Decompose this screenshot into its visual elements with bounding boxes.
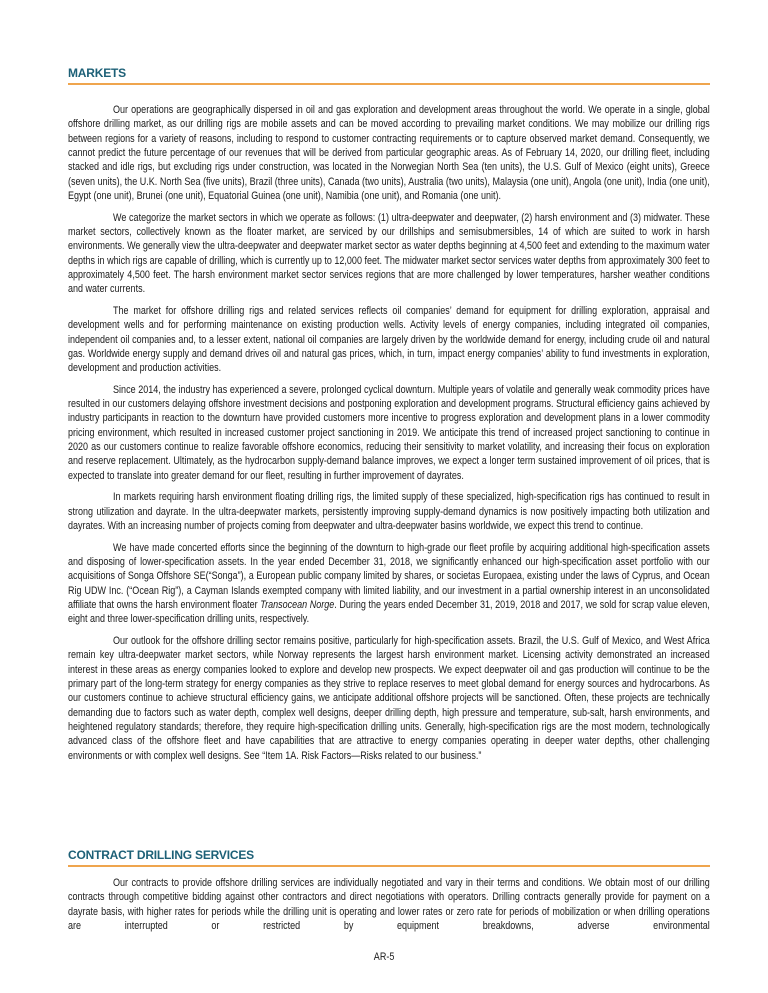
section-contract-drilling-services — [68, 848, 710, 941]
paragraph: The market for offshore drilling rigs and related services reflects oil companies’ demand for equipment for drilling exploration, appraisal and development wells and for performing maintenance on existing production wells. Activity levels of energy companies, including integrated oil companies, independent oil companies and, to a lesser extent, national oil companies are largely driven by the worldwide demand for energy, including crude oil and natural gas. Worldwide energy supply and demand drives oil and natural gas prices, which, in turn, impact energy companies’ ability to fund investments in exploration, development and production activities. — [68, 304, 710, 375]
paragraph — [68, 541, 710, 627]
rig-name-italic: Transocean Norge — [260, 598, 335, 611]
paragraph: Since 2014, the industry has experienced a severe, prolonged cyclical downturn. Multiple years of volatile and generally weak commodity prices have resulted in our customers delaying offshore investment decisions and postponing exploration and development programs. Structural efficiency gains achieved by industry participants in reaction to the downturn have provided customers more incentive to progress exploration and development plans in a lower commodity pricing environment, which resulted in increased customer project sanctioning in 2019. We anticipate this trend of increased project sanctioning to continue in 2020 as our customers continue to realize favorable offshore economics, reducing their sensitivity to market volatility, and increasing their focus on exploration and reserve replacement. Ultimately, as the hydrocarbon supply-demand balance improves, we expect a longer term sustained improvement of oil prices, that is expected to translate into greater demand for our fleet, resulting in further improvement of dayrates. — [68, 383, 710, 482]
paragraph: Our operations are geographically dispersed in oil and gas exploration and development areas throughout the world. We operate in a single, global offshore drilling market, as our drilling rigs are mobile assets and can be moved according to prevailing market conditions. We may mobilize our drilling rigs between regions for a variety of reasons, including to respond to customer contracting requirements or to capture observed market demand. Consequently, we cannot predict the future percentage of our revenues that will be derived from particular geographic areas. As of February 14, 2020, our drilling fleet, including stacked and idle rigs, but excluding rigs under construction, was located in the Norwegian North Sea (ten units), the U.S. Gulf of Mexico (eight units), Greece (seven units), the U.K. North Sea (five units), Brazil (three units), Canada (two units), Australia (two units), Malaysia (one unit), Angola (one unit), India (one unit), Egypt (one unit), Brunei (one unit), Equatorial Guinea (one unit), Namibia (one unit), and Romania (one unit). — [68, 104, 710, 203]
page-number — [0, 951, 768, 963]
paragraph-text: We have made concerted efforts since the beginning of the downturn to high-grade our fleet profile by acquiring additional high-specification assets and disposing of lower-specification assets. In the year ended December 31, 2018, we significantly enhanced our high-specification asset portfolio with our acquisitions of Songa Offshore SE(“Songa”), a European public company limited by shares, or societas Europaea, existing under the laws of Cyprus, and Ocean Rig UDW Inc. (“Ocean Rig”), a Cayman Islands exempted company with limited liability, and our investment in a partial ownership interest in an unconsolidated affiliate that owns the harsh environment floater — [68, 541, 710, 611]
section-heading-markets: MARKETS — [68, 66, 710, 85]
section-heading-contract-drilling: CONTRACT DRILLING SERVICES — [68, 848, 710, 867]
paragraph: In markets requiring harsh environment floating drilling rigs, the limited supply of these specialized, high-specification rigs has continued to result in strong utilization and dayrate. In the ultra-deepwater markets, persistently improving supply-demand dynamics is now positively impacting both utilization and dayrates. With an increasing number of projects coming from deepwater and ultra-deepwater basins worldwide, we expect this trend to continue. — [68, 491, 710, 533]
section-markets — [68, 66, 710, 770]
paragraph: Our contracts to provide offshore drilling services are individually negotiated and vary in their terms and conditions. We obtain most of our drilling contracts through competitive bidding against other contractors and direct negotiations with operators. Drilling contracts generally provide for payment on a dayrate basis, with higher rates for periods while the drilling unit is operating and lower rates or zero rate for periods of mobilization or when drilling operations are interrupted or restricted by equipment breakdowns, adverse environmental — [68, 877, 710, 933]
page-number-text: AR-5 — [373, 951, 395, 963]
paragraph: Our outlook for the offshore drilling sector remains positive, particularly for high-specification assets. Brazil, the U.S. Gulf of Mexico, and West Africa remain key ultra-deepwater market sectors, while Norway represents the largest harsh environment market. Licensing activity demonstrated an increased interest in these areas as energy companies looked to explore and develop new prospects. We expect deepwater oil and gas production will continue to be the primary part of the long-term strategy for energy companies as they strive to replace reserves to meet global demand for energy sources and hydrocarbons. As our customers continue to achieve structural efficiency gains, we anticipate additional offshore projects will be sanctioned. Often, these projects are technically demanding due to factors such as water depth, complex well designs, deeper drilling depth, high pressure and temperature, sub-salt, harsh environments, and heightened regulatory standards; therefore, they require high-specification drilling units. Generally, high-specification rigs are the most modern, technologically advanced class of the offshore fleet and have capabilities that are attractive to energy companies operating in deeper water depths, other challenging environments or with complex well designs. See “Item 1A. Risk Factors—Risks related to our business.” — [68, 634, 710, 762]
paragraph: We categorize the market sectors in which we operate as follows: (1) ultra-deepwater and deepwater, (2) harsh environment and (3) midwater. These market sectors, collectively known as the floater market, are serviced by our drillships and semisubmersibles, 14 of which are suited to work in harsh environments. We generally view the ultra-deepwater and deepwater market sector as water depths beginning at 4,500 feet and extending to the maximum water depths in which rigs are capable of drilling, which is currently up to 12,000 feet. The midwater market sector services water depths from approximately 300 feet to approximately 4,500 feet. The harsh environment market sector services regions that are more challenged by lower temperatures, harsher weather conditions and water currents. — [68, 211, 710, 296]
paragraph-text: . During the years ended December 31, 2019, 2018 and 2017, we sold for scrap value eleven, eight and three lower-specification drilling units, respectively. — [68, 598, 710, 626]
